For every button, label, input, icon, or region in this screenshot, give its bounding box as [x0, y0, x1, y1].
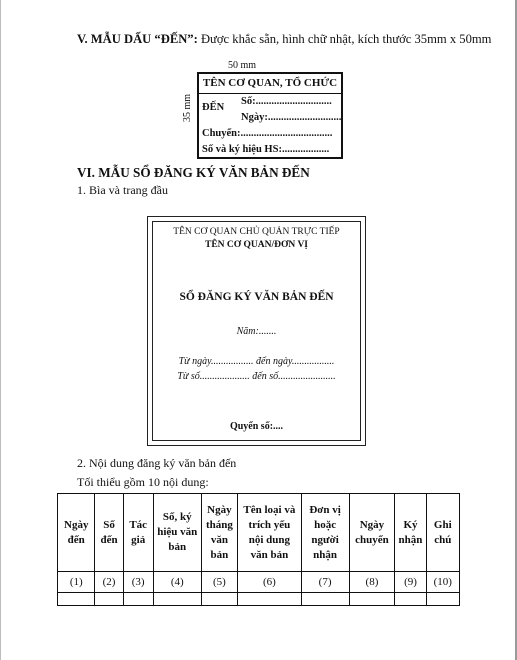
table-empty-row — [58, 593, 460, 606]
table-column-number: (5) — [201, 572, 237, 593]
table-header-cell — [123, 494, 153, 572]
table-number-row — [58, 572, 460, 593]
table-column-number: (8) — [349, 572, 395, 593]
table-empty-cell — [238, 593, 302, 606]
table-header-cell — [349, 494, 395, 572]
table-header-line: chuyển — [355, 533, 389, 546]
register-table — [57, 493, 460, 606]
cover-agency-unit: TÊN CƠ QUAN/ĐƠN VỊ — [204, 240, 308, 250]
table-header-line: Số — [103, 518, 115, 531]
cover-volume-number: Quyển số:.... — [229, 421, 284, 432]
section-v-title: V. MẪU DẤU “ĐẾN”: — [77, 32, 198, 46]
cover-number-range: Từ số.................... đến số....................... — [177, 371, 336, 382]
table-header-line: nhận — [313, 548, 338, 561]
table-empty-cell — [153, 593, 201, 606]
table-header-line: Số, ký — [162, 511, 192, 523]
table-header-cell — [58, 494, 95, 572]
table-empty-cell — [301, 593, 349, 606]
table-header-line: Tên loại và — [243, 503, 296, 516]
stamp-org-name: TÊN CƠ QUAN, TỔ CHỨC — [202, 77, 338, 89]
table-header-line: đến — [67, 533, 85, 546]
table-header-line: Ngày — [207, 503, 232, 516]
table-header-line: nội dung — [248, 533, 291, 546]
section-v-description: Được khắc sẵn, hình chữ nhật, kích thước 35mm x 50mm — [197, 32, 492, 46]
table-column-number: (2) — [95, 572, 123, 593]
den-stamp-sample — [197, 72, 343, 159]
register-cover-inner-frame — [152, 221, 361, 441]
part1-heading: 1. Bìa và trang đầu — [77, 183, 168, 197]
table-header-cell — [201, 494, 237, 572]
table-header-line: Ngày — [64, 518, 89, 531]
table-header-line: đến — [100, 533, 118, 546]
table-header-cell — [426, 494, 459, 572]
table-header-line: văn — [210, 533, 228, 546]
table-header-line: nhận — [398, 533, 423, 546]
table-column-number: (10) — [426, 572, 459, 593]
stamp-divider — [199, 93, 341, 94]
section-vi-title: VI. MẪU SỔ ĐĂNG KÝ VĂN BẢN ĐẾN — [77, 165, 310, 180]
table-header-cell — [153, 494, 201, 572]
table-empty-cell — [201, 593, 237, 606]
part2-minimum-note: Tối thiểu gồm 10 nội dung: — [77, 475, 209, 489]
table-header-line: Ngày — [359, 518, 385, 531]
table-header-cell — [301, 494, 349, 572]
table-empty-cell — [58, 593, 95, 606]
table-header-line: người — [311, 533, 339, 546]
table-header-cell — [395, 494, 426, 572]
cover-title: SỔ ĐĂNG KÝ VĂN BẢN ĐẾN — [179, 291, 334, 303]
stamp-chuyen-field: Chuyển:................................... — [202, 128, 333, 139]
part2-heading: 2. Nội dung đăng ký văn bản đến — [77, 456, 237, 470]
table-header-cell — [238, 494, 302, 572]
table-column-number: (6) — [238, 572, 302, 593]
table-column-number: (7) — [301, 572, 349, 593]
table-header-cell — [95, 494, 123, 572]
stamp-height-label: 35 mm — [182, 93, 193, 122]
table-header-line: Đơn vị — [309, 503, 341, 516]
cover-parent-agency: TÊN CƠ QUAN CHỦ QUẢN TRỰC TIẾP — [173, 227, 340, 237]
table-column-number: (3) — [123, 572, 153, 593]
register-cover — [147, 216, 366, 446]
table-header-line: văn bản — [250, 548, 289, 561]
stamp-so-field: Số:............................. — [241, 96, 332, 107]
table-empty-cell — [349, 593, 395, 606]
table-empty-cell — [95, 593, 123, 606]
table-header-line: hoặc — [314, 518, 337, 531]
table-column-number: (9) — [395, 572, 426, 593]
page-border-left — [0, 0, 1, 660]
table-header-line: Ghi — [433, 518, 452, 531]
table-header-line: giả — [131, 533, 146, 546]
table-header-line: tháng — [205, 518, 233, 531]
table-header-line: Tác — [129, 518, 148, 531]
table-empty-cell — [123, 593, 153, 606]
stamp-width-label: 50 mm — [228, 60, 257, 71]
table-header-line: bản — [210, 548, 229, 561]
table-column-number: (1) — [58, 572, 95, 593]
table-empty-cell — [395, 593, 426, 606]
table-empty-cell — [426, 593, 459, 606]
table-header-row — [58, 494, 460, 572]
cover-date-range: Từ ngày................. đến ngày................. — [178, 356, 335, 367]
stamp-den-label: ĐẾN — [202, 102, 225, 113]
stamp-so-ky-hieu-field: Số và ký hiệu HS:.................. — [202, 144, 330, 155]
table-header-line: hiệu văn — [157, 526, 198, 538]
cover-year: Năm:....... — [236, 326, 277, 337]
table-header-line: Ký — [403, 518, 418, 531]
section-v-heading — [77, 32, 491, 47]
table-header-line: bản — [168, 541, 187, 553]
table-column-number: (4) — [153, 572, 201, 593]
table-header-line: trích yếu — [248, 518, 291, 531]
table-header-line: chú — [434, 533, 452, 546]
stamp-ngay-field: Ngày:............................ — [241, 112, 342, 123]
